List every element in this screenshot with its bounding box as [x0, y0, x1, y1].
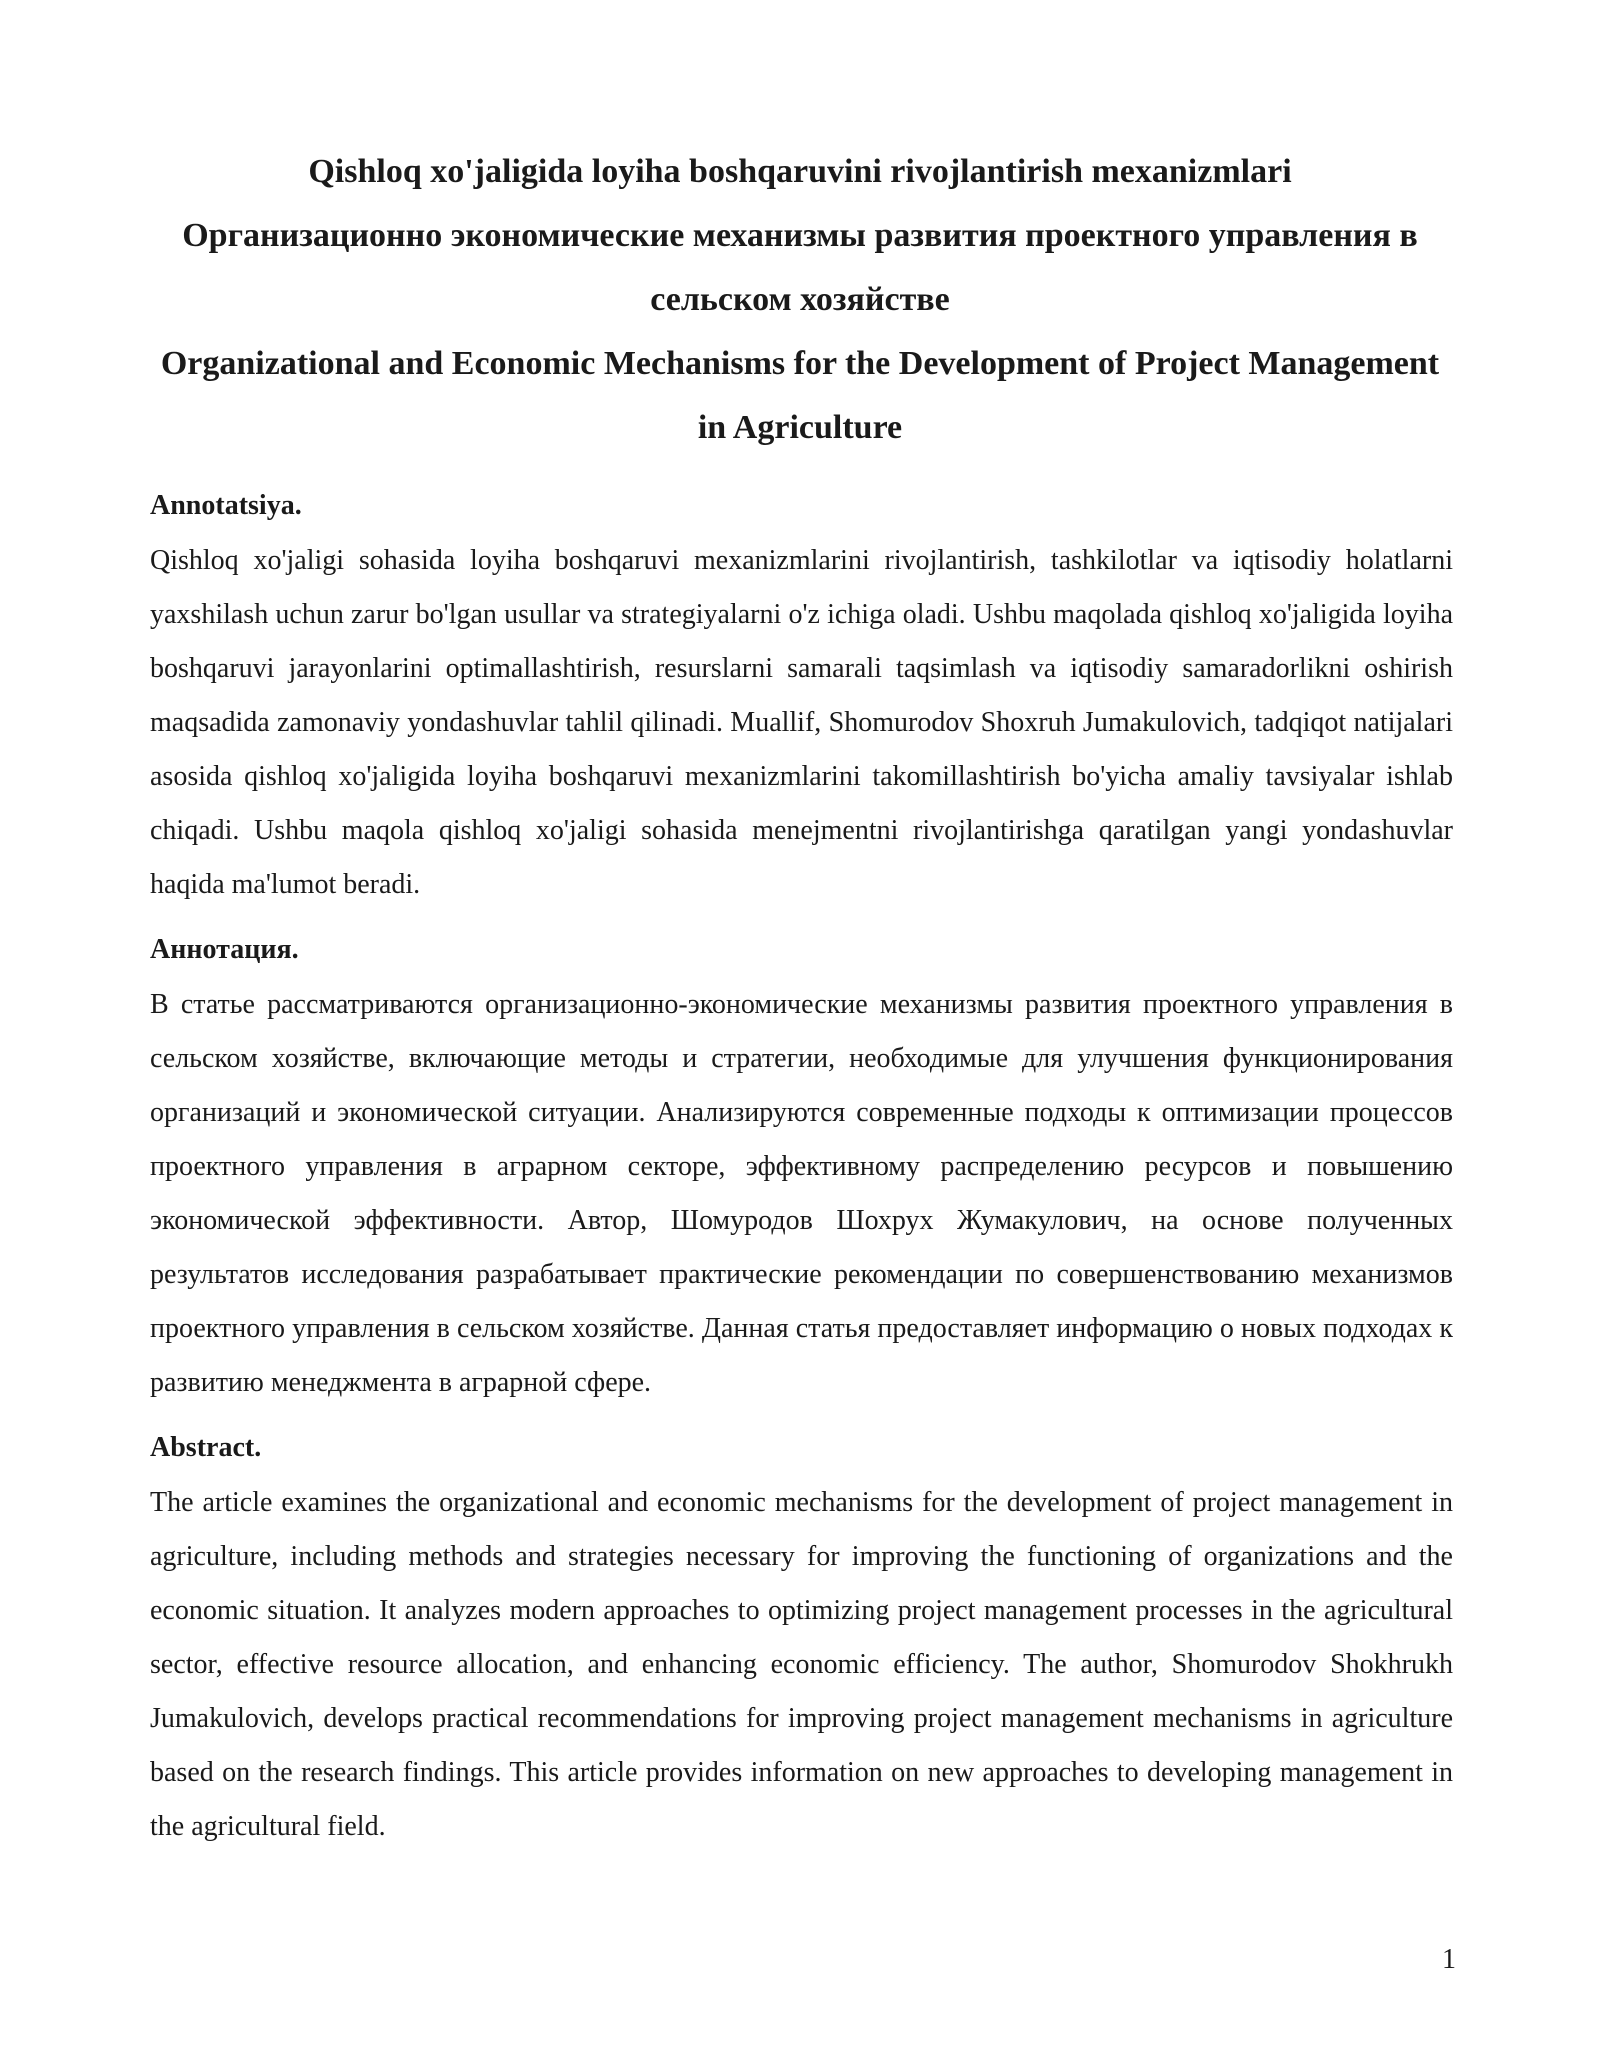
section-text-ru: В статье рассматриваются организационно-экономические механизмы развития проектного управления в сельском хозяйстве, включающие методы и стратегии, необходимые для улучшения функционирования организаций и экономической ситуации. Анализируются современные подходы к оптимизации процессов проектного управления в аграрном секторе, эффективному распределению ресурсов и повышению экономической эффективности. Автор, Шомуродов Шохрух Жумакулович, на основе полученных результатов исследования разрабатывает практические рекомендации по совершенствованию механизмов проектного управления в сельском хозяйстве. Данная статья предоставляет информацию о новых подходах к развитию менеджмента в аграрной сфере. [150, 989, 1453, 1398]
section-annotatsiya [150, 478, 1453, 912]
page-number: 1 [1442, 1944, 1456, 1975]
section-annotatsiya-ru [150, 922, 1453, 1410]
section-heading-ru: Аннотация. [150, 934, 299, 965]
section-text-uz: Qishloq xo'jaligi sohasida loyiha boshqaruvi mexanizmlarini rivojlantirish, tashkilotlar va iqtisodiy holatlarni yaxshilash uchun zarur bo'lgan usullar va strategiyalarni o'z ichiga oladi. Ushbu maqolada qishloq xo'jaligida loyiha boshqaruvi jarayonlarini optimallashtirish, resurslarni samarali taqsimlash va iqtisodiy samaradorlikni oshirish maqsadida zamonaviy yondashuvlar tahlil qilinadi. Muallif, Shomurodov Shoxruh Jumakulovich, tadqiqot natijalari asosida qishloq xo'jaligida loyiha boshqaruvi mexanizmlarini takomillashtirish bo'yicha amaliy tavsiyalar ishlab chiqadi. Ushbu maqola qishloq xo'jaligi sohasida menejmentni rivojlantirishga qaratilgan yangi yondashuvlar haqida ma'lumot beradi. [150, 545, 1453, 900]
title-uzbek: Qishloq xo'jaligida loyiha boshqaruvini rivojlantirish mexanizmlari [308, 153, 1292, 190]
section-heading-en: Abstract. [150, 1432, 262, 1463]
abstracts-body [150, 478, 1453, 1864]
title-russian: Организационно экономические механизмы развития проектного управления в сельском хозяйстве [182, 217, 1418, 318]
title-english: Organizational and Economic Mechanisms for the Development of Project Management in Agriculture [160, 345, 1440, 446]
section-heading-uz: Annotatsiya. [150, 490, 302, 521]
title-block [150, 140, 1450, 460]
section-text-en: The article examines the organizational and economic mechanisms for the development of project management in agriculture, including methods and strategies necessary for improving the functioning of organizations and the economic situation. It analyzes modern approaches to optimizing project management processes in the agricultural sector, effective resource allocation, and enhancing economic efficiency. The author, Shomurodov Shokhrukh Jumakulovich, develops practical recommendations for improving project management mechanisms in agriculture based on the research findings. This article provides information on new approaches to developing management in the agricultural field. [150, 1487, 1453, 1842]
section-abstract [150, 1420, 1453, 1854]
